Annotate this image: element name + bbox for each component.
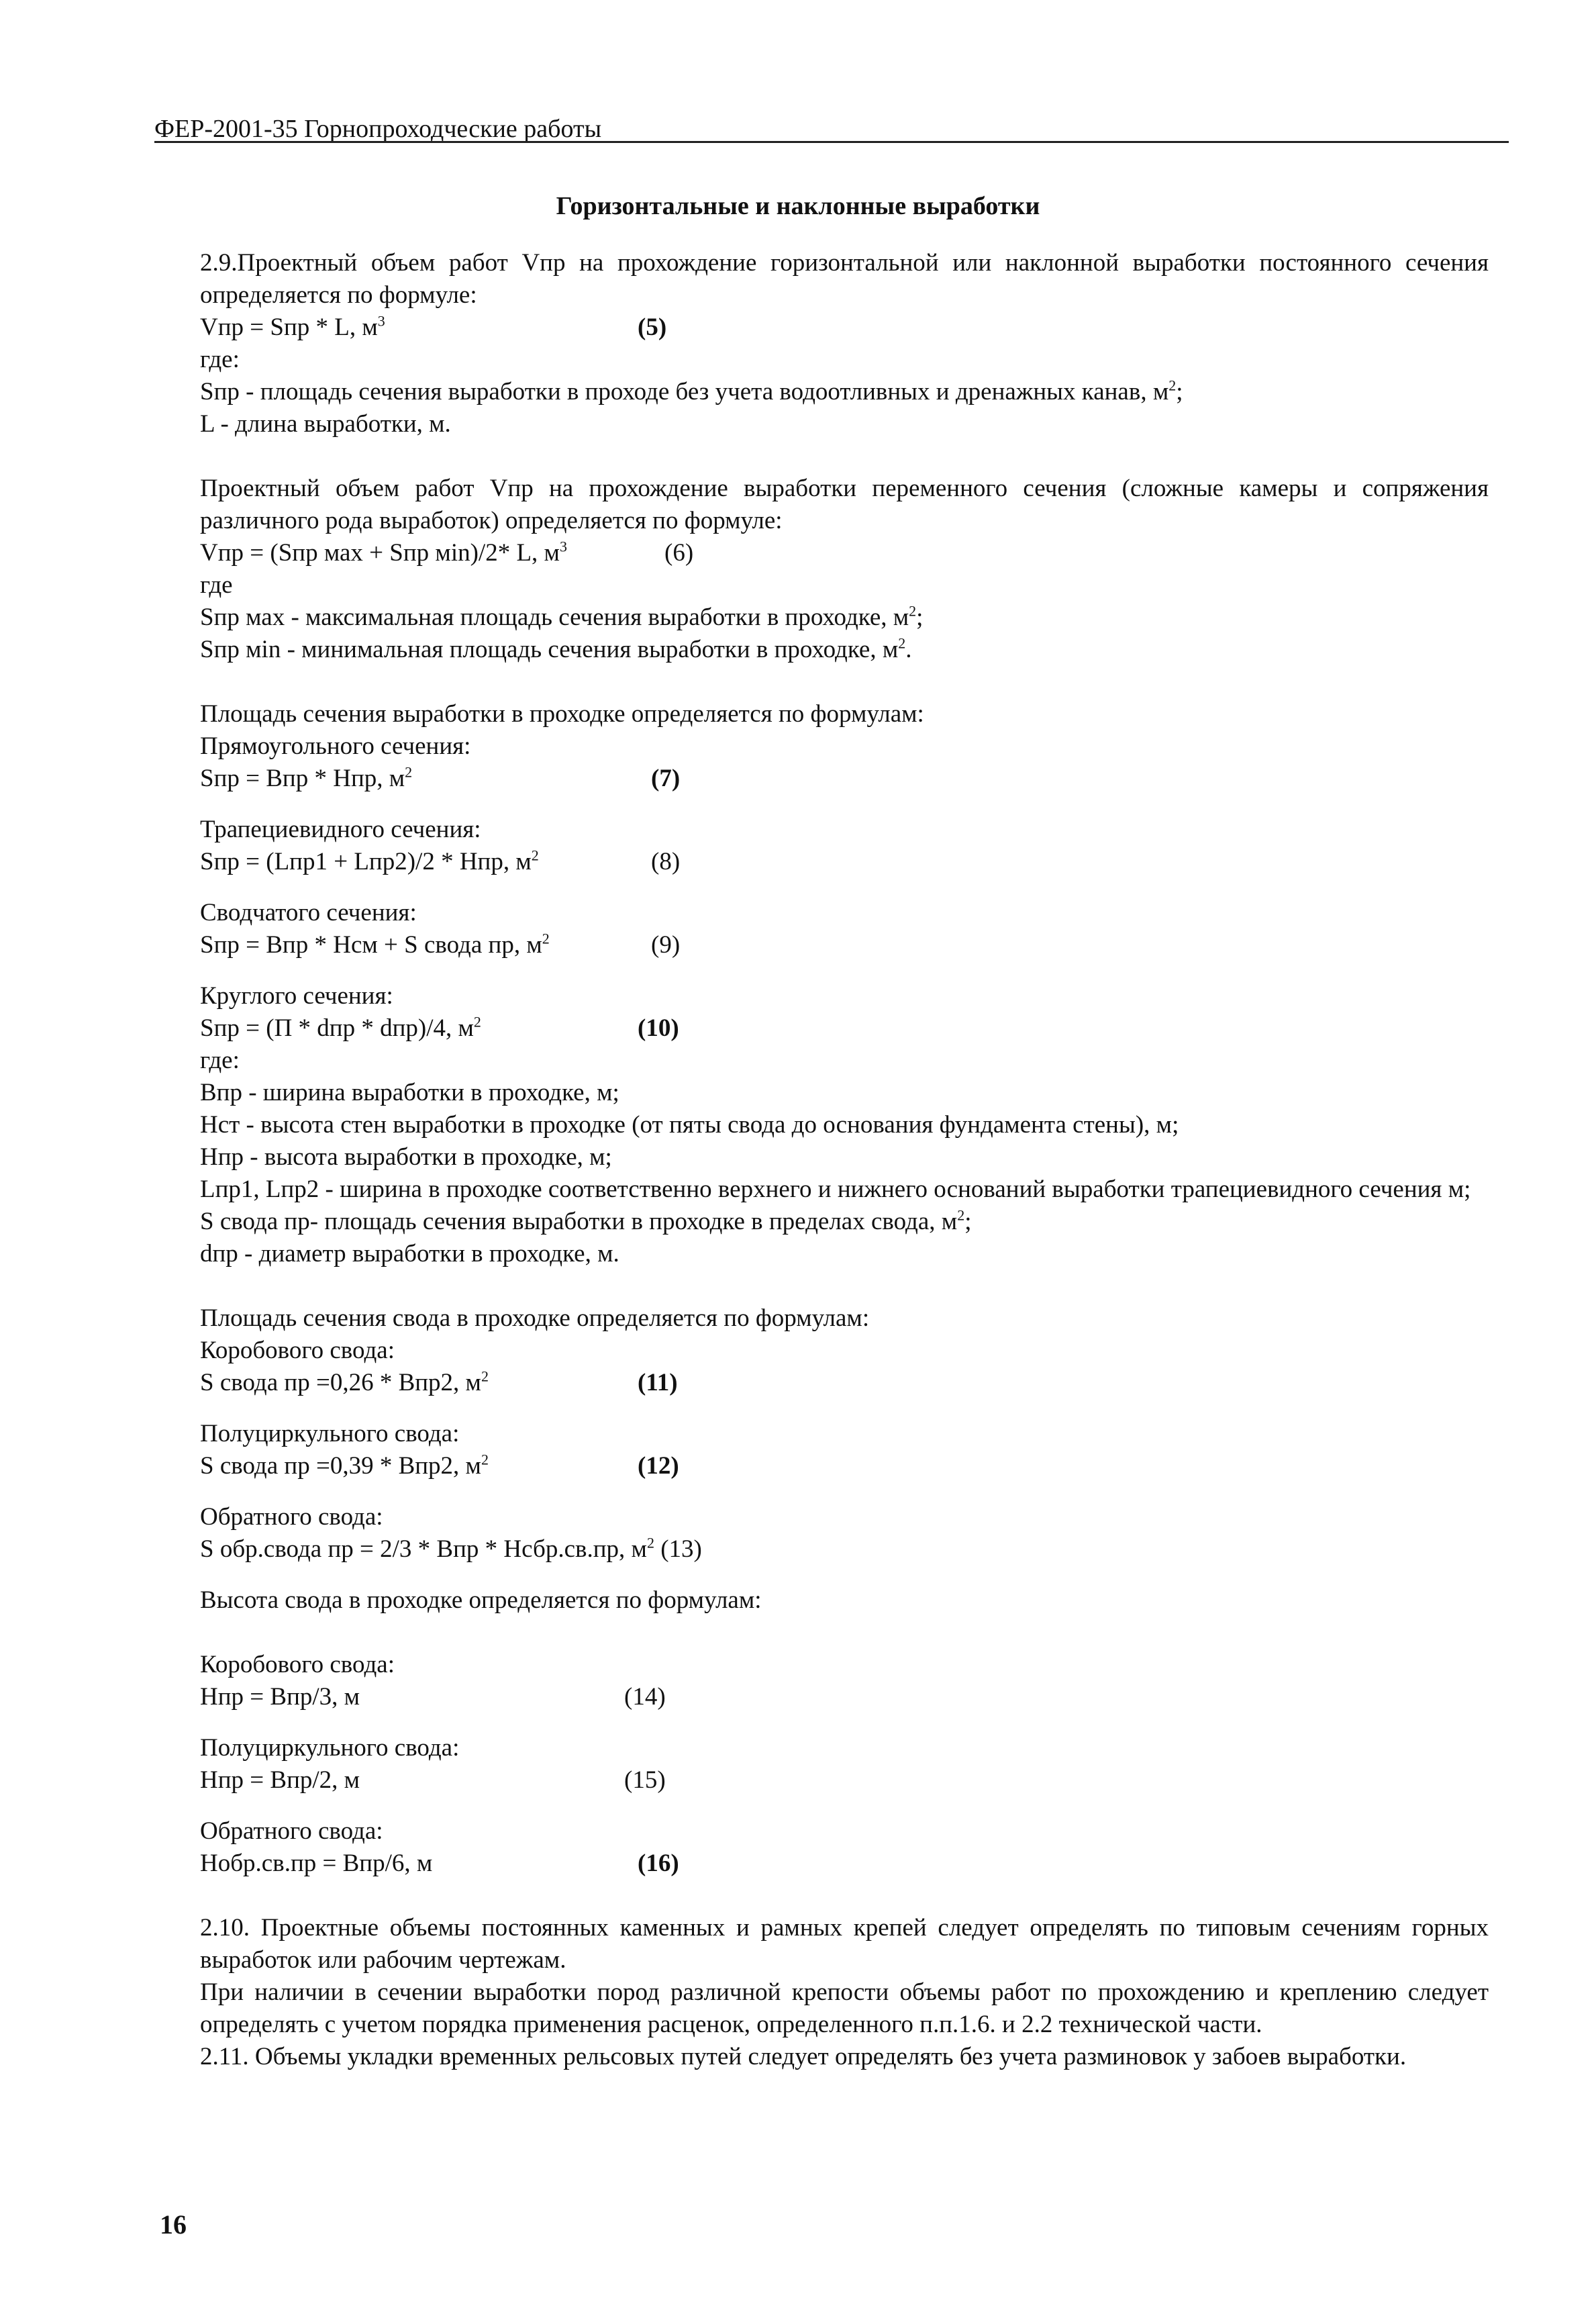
definition-svod: S свода пр- площадь сечения выработки в проходке в пределах свода, $м^2$; [200, 1206, 972, 1235]
running-header: ФЕР-2001-35 Горнопроходческие работы [154, 115, 602, 143]
formula-8-number: (8) [651, 848, 681, 875]
where-label-3: где: [200, 1047, 240, 1074]
formula-14-text: Нпр = Впр/3, м [200, 1683, 360, 1711]
spacer [160, 1880, 1489, 1912]
formula-7 [160, 763, 1489, 795]
formula-8 [160, 846, 1489, 878]
formula-9-text: Sпр = Впр * Нсм + S свода пр, м [200, 931, 542, 959]
definition-lpr: Lпр1, Lпр2 - ширина в проходке соответственно верхнего и нижнего оснований выработки трапециевидного сечения м; [200, 1176, 1471, 1203]
spacer [160, 1270, 1489, 1302]
formula-12 [160, 1450, 1489, 1482]
formula-10-exp: 2 [473, 1013, 481, 1031]
vault-label: Сводчатого сечения: [200, 899, 417, 926]
formula-10-text: Sпр = (П * dпр * dпр)/4, м [200, 1014, 474, 1042]
paragraph-variable-section: Проектный объем работ Vпр на прохождение выработки переменного сечения (сложные камеры и сопряжения различного рода выработок) определяется по формуле: [200, 475, 1489, 534]
semi-vault-label-2: Полуциркульного свода: [200, 1734, 460, 1762]
formula-8-exp: 2 [531, 847, 539, 864]
rev-vault-label: Обратного свода: [200, 1503, 383, 1531]
definition-l: L - длина выработки, м. [200, 410, 451, 438]
definition-s-text: Sпр - площадь сечения выработки в проходе без учета водоотливных и дренажных канав, м [200, 378, 1169, 405]
box-vault-label: Коробового свода: [200, 1337, 395, 1364]
formula-11-text: S свода пр =0,26 * Впр2, м [200, 1369, 481, 1396]
formula-6-number: (6) [664, 539, 694, 567]
definition-smax: Sпр мах - максимальная площадь сечения выработки в проходке, $м^2$; [200, 602, 924, 631]
header-rule [154, 141, 1509, 143]
spacer [160, 440, 1489, 473]
paragraph-2-11: 2.11. Объемы укладки временных рельсовых путей следует определять без учета разминовок у забоев выработки. [200, 2043, 1407, 2070]
definition-s-exp: 2 [1168, 377, 1177, 394]
definition-h: Нпр - высота выработки в проходке, м; [200, 1143, 612, 1171]
paragraph-2-10-b: При наличии в сечении выработки пород различной крепости объемы работ по прохождению и креплению следует определять с учетом порядка применения расценок, определенного п.п.1.6. и 2.2 технической части. [200, 1978, 1489, 2038]
round-label: Круглого сечения: [200, 982, 393, 1010]
definition-s: Sпр - площадь сечения выработки в проходе без учета водоотливных и дренажных канав, $м^2$; [200, 377, 1183, 405]
formula-13-number: (13) [660, 1535, 702, 1563]
formula-12-text: S свода пр =0,39 * Впр2, м [200, 1452, 481, 1480]
formula-7-number: (7) [651, 765, 681, 792]
formula-14 [160, 1681, 1489, 1713]
definition-svod-text: S свода пр- площадь сечения выработки в проходке в пределах свода, м [200, 1208, 958, 1235]
formula-13 [160, 1533, 1489, 1566]
formula-13-exp: 2 [646, 1534, 654, 1551]
spacer [160, 1797, 1489, 1815]
formula-6 [160, 537, 1489, 569]
spacer [160, 1399, 1489, 1418]
formula-15-text: Нпр = Впр/2, м [200, 1766, 360, 1794]
formula-6-text: Vпр = (Sпр мах + Sпр мin)/2* L, м [200, 539, 560, 567]
formula-11-exp: 2 [481, 1368, 489, 1385]
definition-smin-text: Sпр мin - минимальная площадь сечения выработки в проходке, м [200, 636, 899, 663]
box-vault-label-2: Коробового свода: [200, 1651, 395, 1678]
formula-12-exp: 2 [481, 1451, 489, 1468]
formula-12-number: (12) [638, 1452, 679, 1480]
spacer [160, 878, 1489, 897]
formula-13-text: S обр.свода пр = 2/3 * Впр * Нсбр.св.пр, м [200, 1535, 647, 1563]
definition-smax-text: Sпр мах - максимальная площадь сечения выработки в проходке, м [200, 604, 909, 631]
section-title: Горизонтальные и наклонные выработки [556, 192, 1040, 220]
formula-5-number: (5) [638, 314, 667, 341]
formula-7-text: Sпр = Впр * Нпр, м [200, 765, 405, 792]
definition-hst: Нст - высота стен выработки в проходке (от пяты свода до основания фундамента стены), м; [200, 1111, 1179, 1139]
formula-16-text: Нобр.св.пр = Впр/6, м [200, 1850, 433, 1877]
trap-label: Трапециевидного сечения: [200, 816, 481, 843]
spacer [160, 795, 1489, 814]
formula-11-number: (11) [638, 1369, 678, 1396]
spacer [160, 961, 1489, 980]
definition-smin: Sпр мin - минимальная площадь сечения выработки в проходке, $м^2$. [200, 634, 912, 663]
formula-5 [160, 312, 1489, 344]
definition-svod-exp: 2 [957, 1206, 965, 1224]
formula-5-exp: 3 [377, 312, 385, 330]
spacer [160, 666, 1489, 698]
spacer [160, 1617, 1489, 1649]
formula-16-number: (16) [638, 1850, 679, 1877]
spacer [160, 1566, 1489, 1584]
formula-9-number: (9) [651, 931, 681, 959]
definition-smax-exp: 2 [909, 602, 917, 620]
where-label-1: где: [200, 346, 240, 373]
semi-vault-label: Полуциркульного свода: [200, 1420, 460, 1447]
definition-b: Впр - ширина выработки в проходке, м; [200, 1079, 619, 1106]
formula-14-number: (14) [624, 1683, 666, 1711]
where-label-2: где [200, 571, 233, 599]
formula-15 [160, 1764, 1489, 1797]
rect-label: Прямоугольного сечения: [200, 732, 471, 760]
spacer [160, 1482, 1489, 1501]
formula-10-number: (10) [638, 1014, 679, 1042]
height-intro: Высота свода в проходке определяется по формулам: [200, 1586, 762, 1614]
paragraph-2-9: 2.9.Проектный объем работ Vпр на прохождение горизонтальной или наклонной выработки постоянного сечения определяется по формуле: [200, 249, 1489, 309]
formula-16 [160, 1848, 1489, 1880]
definition-d: dпр - диаметр выработки в проходке, м. [200, 1240, 619, 1267]
vault-area-intro: Площадь сечения свода в проходке определяется по формулам: [200, 1304, 870, 1332]
paragraph-2-10: 2.10. Проектные объемы постоянных каменных и рамных крепей следует определять по типовым сечениям горных выработок или рабочим чертежам. [200, 1914, 1489, 1974]
formula-7-exp: 2 [405, 763, 413, 781]
area-intro: Площадь сечения выработки в проходке определяется по формулам: [200, 700, 924, 728]
formula-9 [160, 929, 1489, 961]
formula-10 [160, 1012, 1489, 1045]
page-number: 16 [160, 2209, 187, 2240]
formula-8-text: Sпр = (Lпр1 + Lпр2)/2 * Нпр, м [200, 848, 532, 875]
formula-5-text: Vпр = Sпр * L, м [200, 314, 378, 341]
spacer [160, 1713, 1489, 1732]
definition-smin-exp: 2 [898, 634, 906, 652]
rev-vault-label-2: Обратного свода: [200, 1817, 383, 1845]
formula-6-exp: 3 [559, 538, 567, 555]
formula-9-exp: 2 [542, 930, 550, 947]
document-body [160, 247, 1489, 2073]
formula-15-number: (15) [624, 1766, 666, 1794]
formula-11 [160, 1367, 1489, 1399]
